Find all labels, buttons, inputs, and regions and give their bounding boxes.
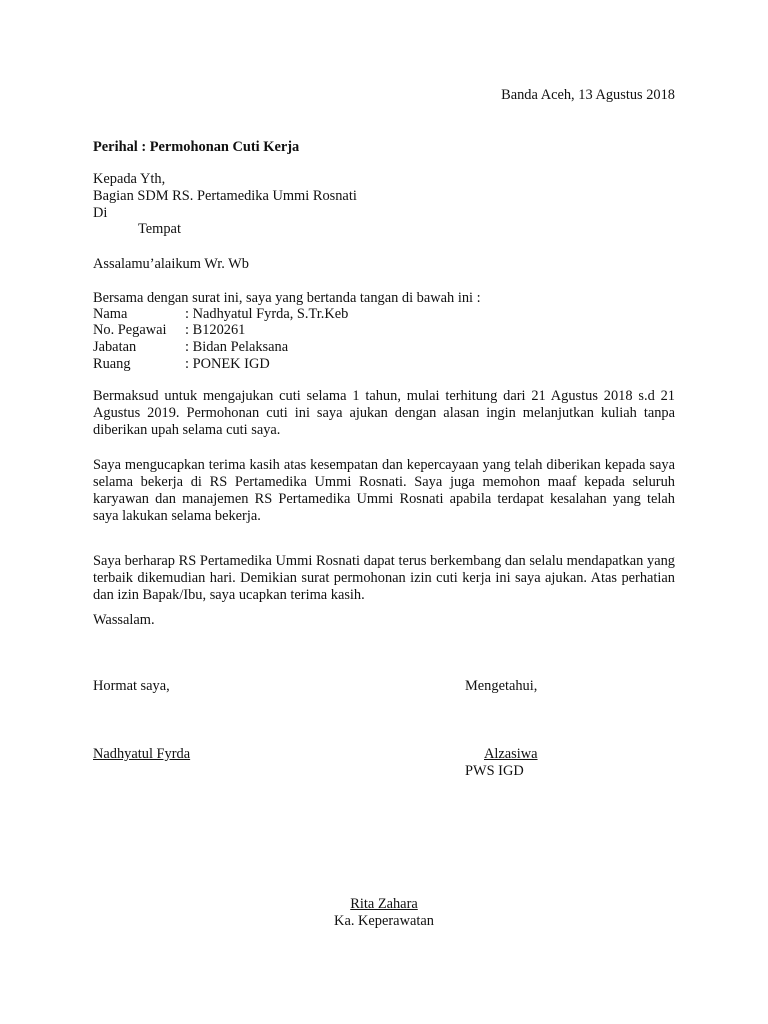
field-label: Jabatan bbox=[93, 339, 137, 355]
subject-line: Perihal : Permohonan Cuti Kerja bbox=[93, 139, 300, 155]
paragraph-thanks: Saya mengucapkan terima kasih atas kesempatan dan kepercayaan yang telah diberikan kepada saya selama bekerja di RS Pertamedika Ummi Rosnati. Saya juga memohon maaf kepada seluruh karyawan dan manajemen RS Pertamedika Ummi Rosnati apabila terdapat kesalahan yang telah saya lakukan selama bekerja. bbox=[93, 457, 675, 524]
intro-line: Bersama dengan surat ini, saya yang bertanda tangan di bawah ini : bbox=[93, 290, 481, 306]
addressee-department: Bagian SDM RS. Pertamedika Ummi Rosnati bbox=[93, 188, 357, 204]
approver-name-wrap bbox=[0, 896, 768, 913]
field-row-no-pegawai bbox=[93, 322, 245, 339]
field-label: Ruang bbox=[93, 356, 131, 372]
paragraph-hope: Saya berharap RS Pertamedika Ummi Rosnati dapat terus berkembang dan selalu mendapatkan yang terbaik dikemudian hari. Demikian surat permohonan izin cuti kerja ini saya ajukan. Atas perhatian dan izin Bapak/Ibu, saya ucapkan terima kasih. bbox=[93, 553, 675, 603]
field-row-nama bbox=[93, 306, 348, 323]
field-value: : B120261 bbox=[185, 322, 246, 338]
field-value: : Nadhyatul Fyrda, S.Tr.Keb bbox=[185, 306, 349, 322]
sign-right-heading: Mengetahui, bbox=[465, 678, 538, 694]
field-value: : PONEK IGD bbox=[185, 356, 270, 372]
paragraph-leave-request: Bermaksud untuk mengajukan cuti selama 1 tahun, mulai terhitung dari 21 Agustus 2018 s.d 21 Agustus 2019. Permohonan cuti ini saya ajukan dengan alasan ingin melanjutkan kuliah tanpa diberikan upah selama cuti saya. bbox=[93, 388, 675, 438]
approver-name: Rita Zahara bbox=[350, 896, 418, 912]
field-value: : Bidan Pelaksana bbox=[185, 339, 289, 355]
field-row-ruang bbox=[93, 356, 270, 373]
place-date: Banda Aceh, 13 Agustus 2018 bbox=[501, 87, 675, 103]
field-label: Nama bbox=[93, 306, 128, 322]
addressee-salutation: Kepada Yth, bbox=[93, 171, 166, 187]
approver-title: Ka. Keperawatan bbox=[334, 913, 434, 929]
sign-left-name: Nadhyatul Fyrda bbox=[93, 746, 191, 762]
addressee-place: Tempat bbox=[138, 221, 181, 237]
greeting: Assalamu’alaikum Wr. Wb bbox=[93, 256, 249, 272]
field-label: No. Pegawai bbox=[93, 322, 167, 338]
closing: Wassalam. bbox=[93, 612, 155, 628]
sign-left-heading: Hormat saya, bbox=[93, 678, 170, 694]
addressee-di: Di bbox=[93, 205, 108, 221]
field-row-jabatan bbox=[93, 339, 288, 356]
sign-right-title: PWS IGD bbox=[465, 763, 524, 779]
sign-right-name: Alzasiwa bbox=[484, 746, 538, 762]
